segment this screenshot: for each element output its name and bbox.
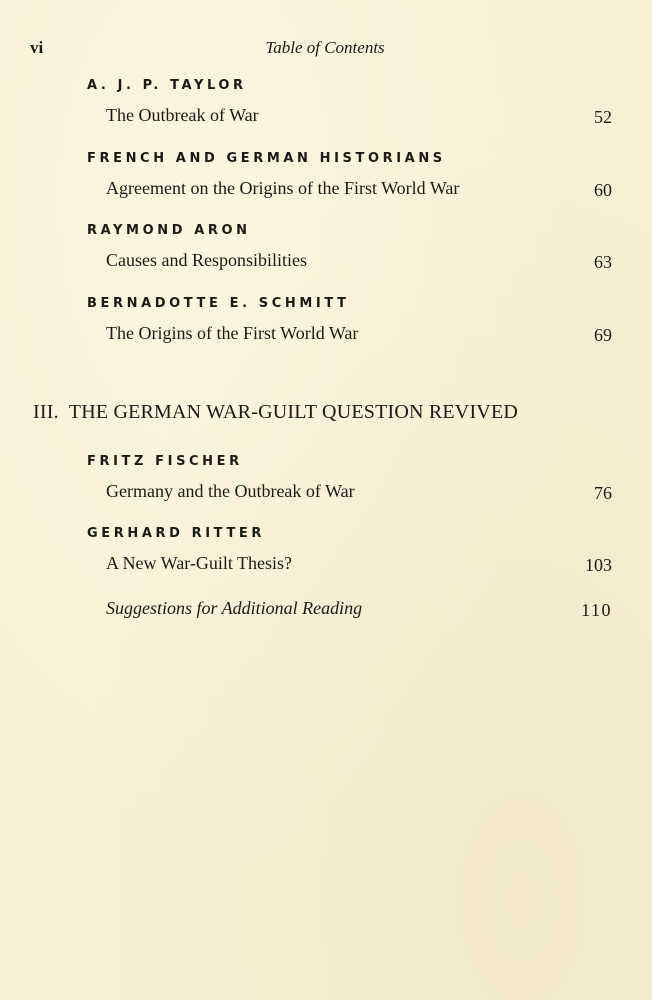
toc-entry (87, 296, 612, 344)
toc-title: The Origins of the First World War (106, 323, 359, 343)
toc-entry (87, 151, 612, 199)
toc-author: BERNADOTTE E. SCHMITT (87, 296, 350, 311)
toc-page-number: 60 (594, 180, 612, 200)
toc-entry (87, 223, 612, 271)
toc-page-number: 63 (594, 252, 612, 272)
toc-page-number: 76 (594, 483, 612, 503)
reading-title: Suggestions for Additional Reading (106, 598, 363, 618)
running-head-title: Table of Contents (265, 38, 385, 57)
toc-title: Agreement on the Origins of the First World War (106, 178, 460, 198)
toc-title-line (106, 322, 612, 344)
reading-entry (106, 598, 612, 622)
reading-page-number: 110 (581, 600, 612, 620)
toc-page-number: 52 (594, 107, 612, 127)
running-head (30, 38, 620, 62)
page-number: vi (30, 38, 44, 57)
toc-title-line (106, 177, 612, 199)
toc-title: Causes and Responsibilities (106, 250, 307, 270)
part-number: III. (33, 401, 59, 423)
toc-page-number: 103 (585, 555, 612, 575)
toc-title: Germany and the Outbreak of War (106, 481, 355, 501)
toc-author: FRITZ FISCHER (87, 454, 243, 469)
part-title: THE GERMAN WAR-GUILT QUESTION REVIVED (68, 401, 519, 423)
toc-author: RAYMOND ARON (87, 223, 251, 238)
toc-title-line (106, 104, 612, 126)
toc-title-line (106, 249, 612, 271)
toc-page-number: 69 (594, 325, 612, 345)
toc-title-line (106, 552, 612, 574)
toc-title: A New War-Guilt Thesis? (106, 553, 292, 573)
toc-entry (87, 78, 612, 126)
toc-author: GERHARD RITTER (87, 526, 266, 541)
part-heading (33, 401, 518, 424)
toc-author: A. J. P. TAYLOR (87, 78, 247, 93)
toc-author: FRENCH AND GERMAN HISTORIANS (87, 151, 446, 166)
toc-title: The Outbreak of War (106, 105, 259, 125)
toc-entry (87, 526, 612, 574)
toc-title-line (106, 480, 612, 502)
toc-entry (87, 454, 612, 502)
